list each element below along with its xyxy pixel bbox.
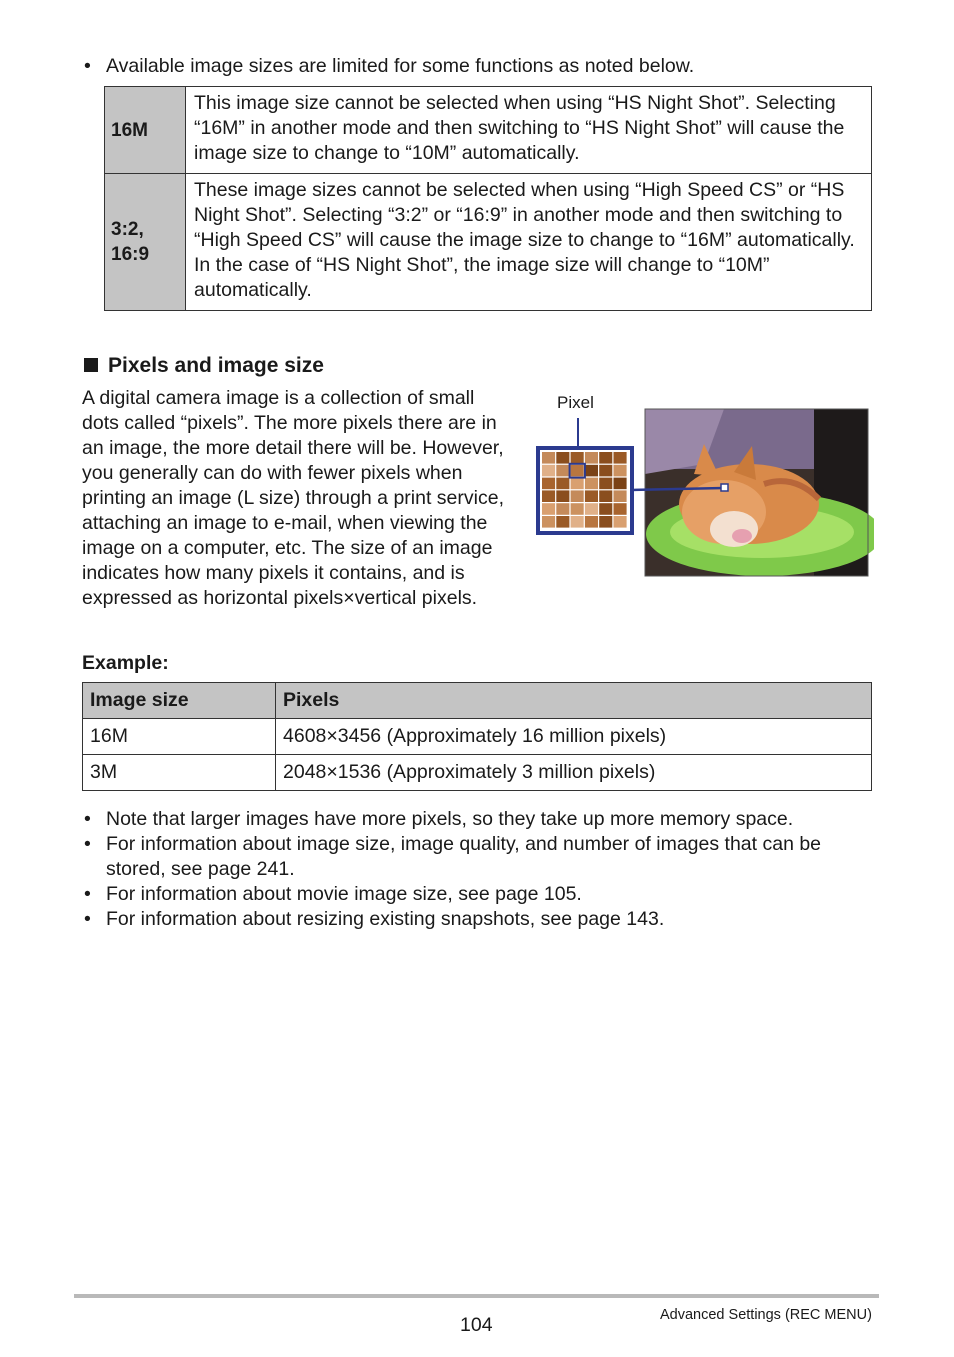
note-item (84, 882, 884, 907)
example-table (82, 682, 872, 791)
grid-cell (542, 465, 555, 477)
table-cell: 2048×1536 (Approximately 3 million pixels) (276, 755, 872, 791)
grid-cell (571, 490, 584, 502)
pixel-grid (538, 448, 632, 533)
grid-cell (585, 465, 598, 477)
pixel-illustration (534, 404, 874, 580)
grid-cell (599, 465, 612, 477)
column-header-pixels: Pixels (276, 683, 872, 719)
grid-cell (585, 516, 598, 528)
grid-cell (571, 516, 584, 528)
grid-cell (542, 478, 555, 490)
table-cell: 4608×3456 (Approximately 16 million pixels) (276, 719, 872, 755)
grid-cell (556, 452, 569, 464)
grid-cell (542, 452, 555, 464)
grid-cell (614, 478, 627, 490)
grid-cell (614, 490, 627, 502)
bullet-dot: • (84, 833, 91, 855)
grid-cell (614, 465, 627, 477)
limit-key: 16M (105, 87, 186, 174)
table-row (105, 87, 872, 174)
bullet-dot: • (84, 908, 91, 930)
grid-cell (571, 503, 584, 515)
cat-photo (645, 409, 874, 576)
table-row (83, 719, 872, 755)
grid-cell (599, 516, 612, 528)
table-cell: 3M (83, 755, 276, 791)
grid-cell (556, 478, 569, 490)
limit-text: These image sizes cannot be selected when using “High Speed CS” or “HS Night Shot”. Selecting “3:2” or “16:9” in another mode and then switching to “High Speed CS” will cause the image size to change to “16M” automatically. In the case of “HS Night Shot”, the image size will change to “10M” automatically. (186, 174, 872, 311)
grid-cell (585, 452, 598, 464)
image-size-limits-table (104, 86, 872, 311)
footer-rule (74, 1294, 879, 1298)
grid-cell (614, 516, 627, 528)
pixel-label: Pixel (557, 393, 594, 412)
note-item (84, 807, 884, 832)
grid-cell (556, 503, 569, 515)
page-number: 104 (460, 1314, 493, 1336)
note-text: Note that larger images have more pixels, so they take up more memory space. (106, 808, 794, 830)
limit-key: 3:2, 16:9 (105, 174, 186, 311)
grid-cell (599, 478, 612, 490)
intro-bullet (84, 54, 884, 79)
section-heading (84, 354, 324, 378)
grid-cell (556, 490, 569, 502)
grid-cell (542, 503, 555, 515)
grid-cell (599, 503, 612, 515)
table-row (105, 174, 872, 311)
square-bullet-icon (84, 358, 98, 372)
note-text: For information about movie image size, see page 105. (106, 883, 582, 905)
grid-cell (599, 452, 612, 464)
column-header-image-size: Image size (83, 683, 276, 719)
limit-text: This image size cannot be selected when using “HS Night Shot”. Selecting “16M” in another mode and then switching to “HS Night Shot” will cause the image size to change to “10M” automatically. (186, 87, 872, 174)
grid-cell (585, 478, 598, 490)
table-row (83, 755, 872, 791)
footer-section-title: Advanced Settings (REC MENU) (660, 1307, 872, 1323)
grid-cell (614, 503, 627, 515)
grid-cell (585, 503, 598, 515)
section-paragraph: A digital camera image is a collection of small dots called “pixels”. The more pixels there are in an image, the more detail there will be. However, you generally can do with fewer pixels when printing an image (L size) through a print service, attaching an image to e-mail, when viewing the image on a computer, etc. The size of an image indicates how many pixels it contains, and is expressed as horizontal pixels×vertical pixels. (82, 387, 504, 609)
grid-cell (542, 490, 555, 502)
note-item (84, 907, 884, 932)
section-heading-text: Pixels and image size (108, 354, 324, 377)
grid-cell (556, 465, 569, 477)
grid-cell (571, 452, 584, 464)
grid-cell (542, 516, 555, 528)
bullet-dot: • (84, 883, 91, 905)
note-text: For information about resizing existing snapshots, see page 143. (106, 908, 665, 930)
example-label: Example: (82, 652, 169, 674)
table-cell: 16M (83, 719, 276, 755)
grid-cell (571, 478, 584, 490)
note-item (84, 832, 884, 882)
grid-cell (556, 516, 569, 528)
note-text: For information about image size, image quality, and number of images that can be stored, see page 241. (106, 833, 822, 880)
intro-bullet-text: Available image sizes are limited for some functions as noted below. (106, 55, 695, 77)
table-header-row (83, 683, 872, 719)
bullet-dot: • (84, 55, 91, 77)
grid-cell (614, 452, 627, 464)
bullet-dot: • (84, 808, 91, 830)
grid-cell (571, 465, 584, 477)
grid-cell (585, 490, 598, 502)
grid-cell (599, 490, 612, 502)
